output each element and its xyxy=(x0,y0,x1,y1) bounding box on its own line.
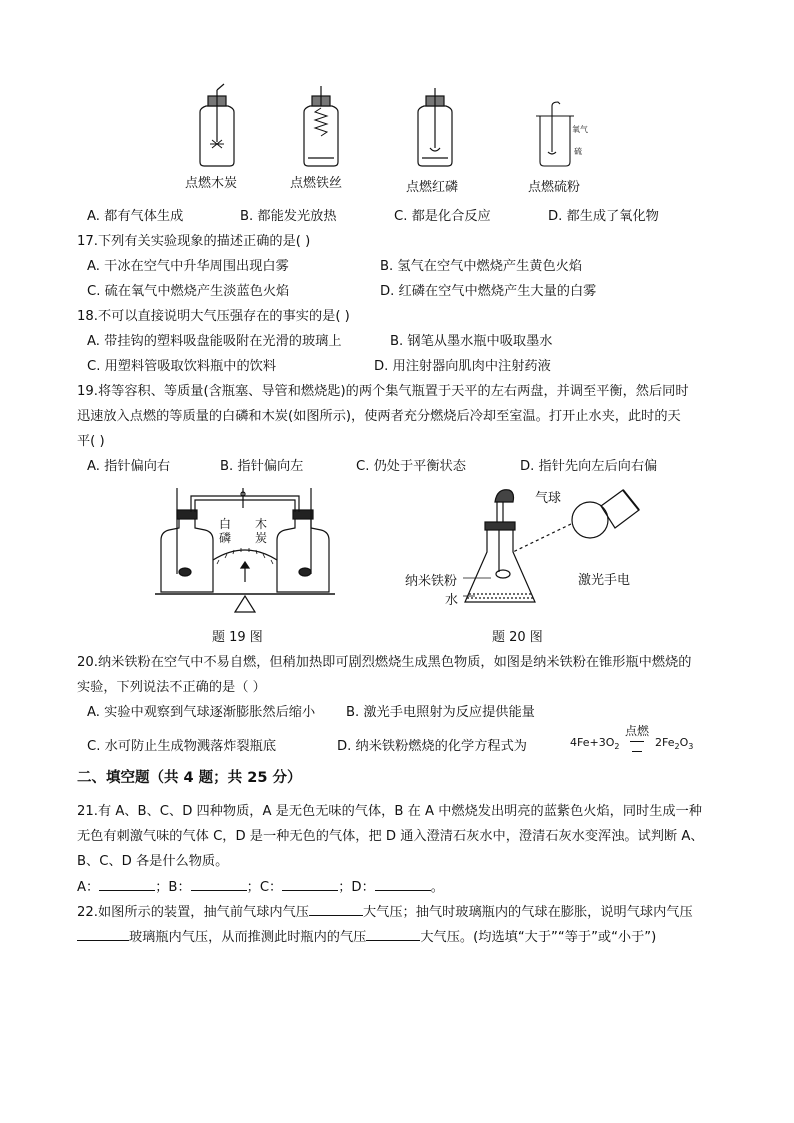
q16-option-a: A. 都有气体生成 xyxy=(87,209,184,224)
q18-option-d: D. 用注射器向肌肉中注射药液 xyxy=(374,359,551,374)
label-white-phosphorus-2: 磷 xyxy=(219,531,232,545)
q18-option-a: A. 带挂钩的塑料吸盘能吸附在光滑的玻璃上 xyxy=(87,334,342,349)
equation-condition: 点燃 xyxy=(625,724,650,738)
q21-stem-line-2: 无色有刺激气味的气体 C，D 是一种无色的气体，把 D 通入澄清石灰水中，澄清石灰水变浑浊。试判断 A、 xyxy=(77,829,704,844)
q16-option-d: D. 都生成了氧化物 xyxy=(548,209,659,224)
q17-option-a: A. 干冰在空气中升华周围出现白雾 xyxy=(87,259,289,274)
q22-blank-1[interactable] xyxy=(309,903,363,916)
fig-label-iron-wire: 点燃铁丝 xyxy=(290,176,343,191)
fig-label-red-phosphorus: 点燃红磷 xyxy=(406,180,459,195)
label-balloon: 气球 xyxy=(535,491,562,506)
q19-figure xyxy=(155,482,335,614)
q22-line-2: 玻璃瓶内气压，从而推测此时瓶内的气压 大气压。(均选填“大于”“等于”或“小于”) xyxy=(77,926,656,945)
section-title: 二、填空题（共 4 题；共 25 分） xyxy=(77,770,302,786)
q17-stem: 17.下列有关实验现象的描述正确的是( ) xyxy=(77,234,311,249)
bottle-iron-wire xyxy=(304,86,338,166)
q21-blank-a[interactable] xyxy=(99,878,155,891)
label-flashlight: 激光手电 xyxy=(578,573,631,588)
q20-stem-line-1: 20.纳米铁粉在空气中不易自燃，但稍加热即可剧烈燃烧生成黑色物质，如图是纳米铁粉在锥形瓶中燃烧的 xyxy=(77,655,692,670)
label-water: 水 xyxy=(445,593,459,608)
label-charcoal-2: 炭 xyxy=(255,531,268,545)
bottle-charcoal xyxy=(200,84,234,166)
label-sulfur: 硫 xyxy=(574,147,582,156)
fig-label-sulfur: 点燃硫粉 xyxy=(528,180,581,195)
q21-stem-line-1: 21.有 A、B、C、D 四种物质，A 是无色无味的气体，B 在 A 中燃烧发出明亮的蓝紫色火焰，同时生成一种 xyxy=(77,804,702,819)
label-charcoal-1: 木 xyxy=(255,517,268,531)
fig-label-charcoal: 点燃木炭 xyxy=(185,176,238,191)
q20-stem-line-2: 实验，下列说法不正确的是（ ） xyxy=(77,680,266,695)
q18-option-c: C. 用塑料管吸取饮料瓶中的饮料 xyxy=(87,359,277,374)
q19-option-d: D. 指针先向左后向右偏 xyxy=(520,459,658,474)
q17-option-d: D. 红磷在空气中燃烧产生大量的白雾 xyxy=(380,284,597,299)
q16-option-c: C. 都是化合反应 xyxy=(394,209,491,224)
q19-option-a: A. 指针偏向右 xyxy=(87,459,171,474)
q16-option-b: B. 都能发光放热 xyxy=(240,209,337,224)
bottle-red-phosphorus xyxy=(418,88,452,166)
q19-option-b: B. 指针偏向左 xyxy=(220,459,304,474)
q20-option-d: D. 纳米铁粉燃烧的化学方程式为 xyxy=(337,739,527,754)
q22-line-1: 22.如图所示的装置，抽气前气球内气压 大气压；抽气时玻璃瓶内的气球在膨胀，说明气球内气压 xyxy=(77,905,693,920)
q20-caption: 题 20 图 xyxy=(492,630,543,645)
q21-blank-b[interactable] xyxy=(191,878,247,891)
q18-option-b: B. 钢笔从墨水瓶中吸取墨水 xyxy=(390,334,553,349)
q17-option-c: C. 硫在氧气中燃烧产生淡蓝色火焰 xyxy=(87,284,290,299)
bottle-sulfur xyxy=(536,102,574,166)
q16-figures xyxy=(180,82,610,172)
q21-answers: A： ；B： ；C： ；D： 。 xyxy=(77,880,444,895)
label-white-phosphorus-1: 白 xyxy=(219,517,232,531)
q20-option-c: C. 水可防止生成物溅落炸裂瓶底 xyxy=(87,739,277,754)
equation-arrow-line xyxy=(630,741,644,742)
q20-option-a: A. 实验中观察到气球逐渐膨胀然后缩小 xyxy=(87,705,316,720)
q20-figure xyxy=(405,482,645,612)
q22-blank-3[interactable] xyxy=(366,928,420,941)
q21-stem-line-3: B、C、D 各是什么物质。 xyxy=(77,854,229,869)
q17-option-b: B. 氢气在空气中燃烧产生黄色火焰 xyxy=(380,259,583,274)
equation-left: $4Fe+3O_2$ xyxy=(570,736,620,752)
q21-blank-d[interactable] xyxy=(375,878,431,891)
q19-stem-line-3: 平( ) xyxy=(77,434,105,449)
q19-caption: 题 19 图 xyxy=(212,630,263,645)
q19-stem-line-2: 迅速放入点燃的等质量的白磷和木炭(如图所示)，使两者充分燃烧后冷却至室温。打开止水夹，此时的天 xyxy=(77,409,681,424)
q19-option-c: C. 仍处于平衡状态 xyxy=(356,459,466,474)
q18-stem: 18.不可以直接说明大气压强存在的事实的是( ) xyxy=(77,309,350,324)
q22-blank-2[interactable] xyxy=(77,928,129,941)
q20-option-b: B. 激光手电照射为反应提供能量 xyxy=(346,705,535,720)
label-oxygen: 氧气 xyxy=(572,125,588,134)
equation-arrow-line-2 xyxy=(632,751,642,752)
q21-blank-c[interactable] xyxy=(282,878,338,891)
equation-right: $2Fe_2O_3$ xyxy=(655,736,694,752)
q19-stem-line-1: 19.将等容积、等质量(含瓶塞、导管和燃烧匙)的两个集气瓶置于天平的左右两盘，并调至平衡，然后同时 xyxy=(77,384,689,399)
label-nano-iron-powder: 纳米铁粉 xyxy=(405,574,458,589)
